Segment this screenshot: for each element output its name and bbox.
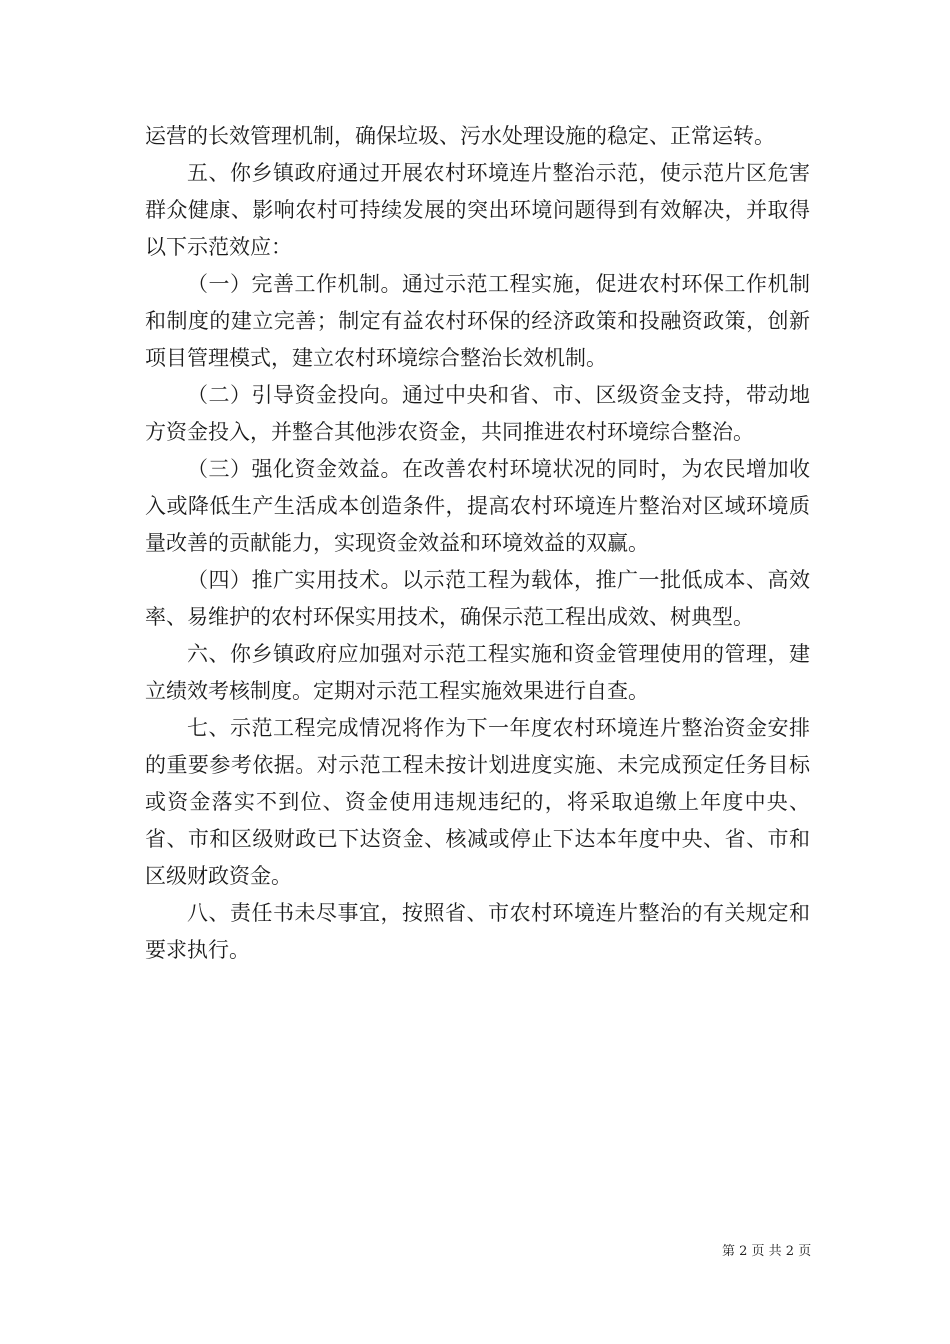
- paragraph-item-6: 六、你乡镇政府应加强对示范工程实施和资金管理使用的管理，建立绩效考核制度。定期对示范工程实施效果进行自查。: [145, 642, 810, 703]
- paragraph-subitem-2: （二）引导资金投向。通过中央和省、市、区级资金支持，带动地方资金投入，并整合其他涉农资金，共同推进农村环境综合整治。: [145, 383, 810, 444]
- page-number-footer: 第 2 页 共 2 页: [722, 1244, 812, 1259]
- paragraph-item-5: 五、你乡镇政府通过开展农村环境连片整治示范，使示范片区危害群众健康、影响农村可持续发展的突出环境问题得到有效解决，并取得以下示范效应：: [145, 161, 810, 259]
- paragraph-subitem-4: （四）推广实用技术。以示范工程为载体，推广一批低成本、高效率、易维护的农村环保实用技术，确保示范工程出成效、树典型。: [145, 568, 810, 629]
- paragraph-subitem-3: （三）强化资金效益。在改善农村环境状况的同时，为农民增加收入或降低生产生活成本创造条件，提高农村环境连片整治对区域环境质量改善的贡献能力，实现资金效益和环境效益的双赢。: [145, 457, 810, 555]
- paragraph-item-8: 八、责任书未尽事宜，按照省、市农村环境连片整治的有关规定和要求执行。: [145, 901, 810, 962]
- paragraph-continuation: 运营的长效管理机制，确保垃圾、污水处理设施的稳定、正常运转。: [145, 124, 775, 148]
- paragraph-item-7: 七、示范工程完成情况将作为下一年度农村环境连片整治资金安排的重要参考依据。对示范工程未按计划进度实施、未完成预定任务目标或资金落实不到位、资金使用违规违纪的，将采取追缴上年度中央、省、市和区级财政已下达资金、核减或停止下达本年度中央、省、市和区级财政资金。: [145, 716, 810, 888]
- document-body: [145, 118, 810, 969]
- paragraph-subitem-1: （一）完善工作机制。通过示范工程实施，促进农村环保工作机制和制度的建立完善；制定有益农村环保的经济政策和投融资政策，创新项目管理模式，建立农村环境综合整治长效机制。: [145, 272, 810, 370]
